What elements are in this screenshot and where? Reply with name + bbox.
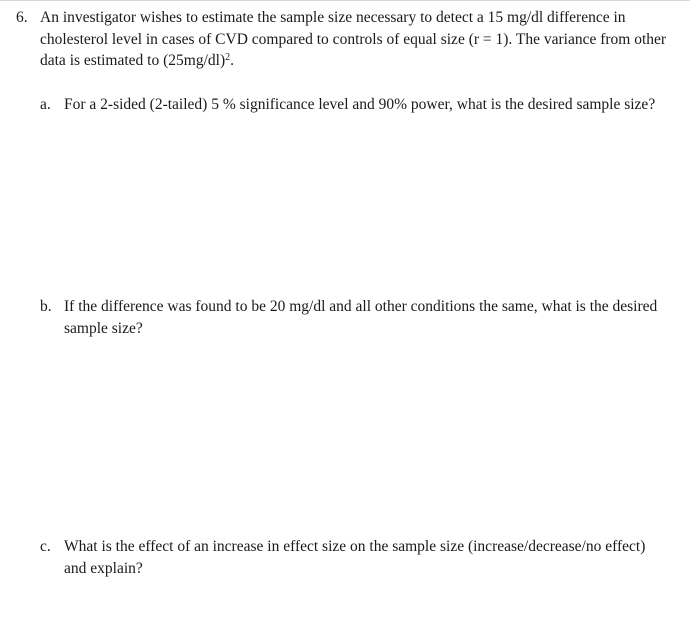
part-c-label: c.	[40, 538, 51, 555]
top-divider	[0, 0, 690, 1]
question-text-end: .	[230, 52, 234, 69]
part-c-text: What is the effect of an increase in effect size on the sample size (increase/decrease/no effect) and explain?	[64, 538, 646, 577]
part-b	[40, 296, 670, 339]
question-6	[16, 7, 676, 72]
question-text	[40, 7, 676, 72]
part-b-label: b.	[40, 298, 52, 315]
question-number: 6.	[16, 9, 28, 26]
superscript-exponent: 2	[225, 52, 231, 63]
part-a-label: a.	[40, 96, 51, 113]
part-c	[40, 536, 670, 579]
part-a-text: For a 2-sided (2-tailed) 5 % significance level and 90% power, what is the desired sample size?	[64, 96, 656, 113]
part-a	[40, 94, 670, 116]
question-text-main: An investigator wishes to estimate the sample size necessary to detect a 15 mg/dl difference in cholesterol level in cases of CVD compared to controls of equal size (r = 1). The variance from other data is estimated to (25mg/dl)	[40, 9, 667, 69]
part-b-text: If the difference was found to be 20 mg/dl and all other conditions the same, what is the desired sample size?	[64, 298, 658, 337]
